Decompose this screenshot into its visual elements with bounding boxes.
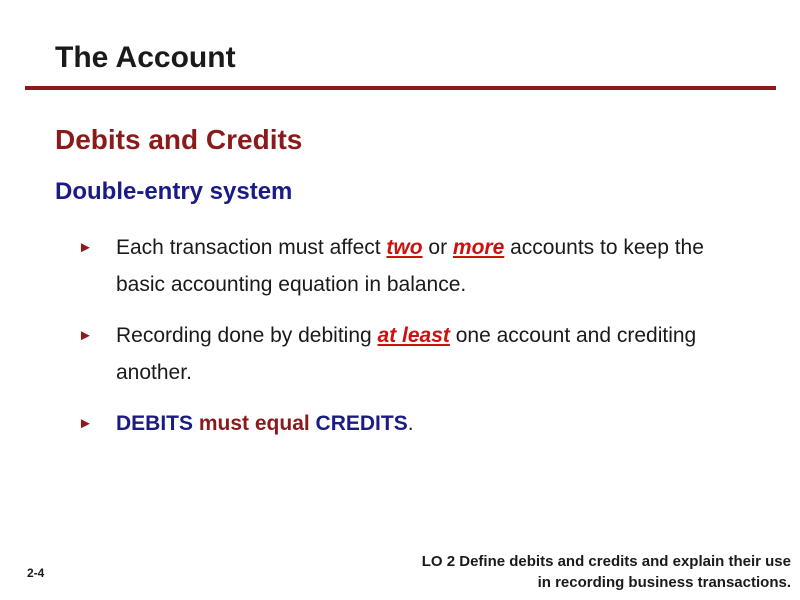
title-divider xyxy=(25,86,776,90)
slide-title: The Account xyxy=(55,41,236,74)
learning-objective-line: LO 2 Define debits and credits and explain their use xyxy=(421,553,791,570)
emphasis-text: at least xyxy=(377,324,450,347)
triangle-bullet-icon: ► xyxy=(78,239,93,256)
bullet-text: Each transaction must affect xyxy=(116,236,387,259)
must-equal-text: must equal xyxy=(193,412,316,435)
bullet-text: one account and crediting another. xyxy=(116,324,697,384)
bullet-item xyxy=(78,317,728,391)
bullet-item xyxy=(78,405,728,442)
bullet-text: . xyxy=(407,412,414,435)
triangle-bullet-icon: ► xyxy=(78,327,93,344)
bullet-item xyxy=(78,229,728,303)
learning-objective-note xyxy=(422,551,791,593)
emphasis-text: more xyxy=(452,236,505,259)
bullet-list xyxy=(78,229,728,456)
bullet-text: Recording done by debiting xyxy=(116,324,378,347)
emphasis-text: two xyxy=(386,236,423,259)
debits-text: DEBITS xyxy=(116,412,194,435)
section-heading: Debits and Credits xyxy=(55,124,303,155)
credits-text: CREDITS xyxy=(315,412,408,435)
triangle-bullet-icon: ► xyxy=(78,415,93,432)
bullet-text: accounts to keep the basic accounting equation in balance. xyxy=(116,236,704,296)
page-number: 2-4 xyxy=(27,566,45,580)
sub-heading: Double-entry system xyxy=(55,178,293,205)
learning-objective-line: in recording business transactions. xyxy=(537,574,791,591)
bullet-text: or xyxy=(422,236,453,259)
